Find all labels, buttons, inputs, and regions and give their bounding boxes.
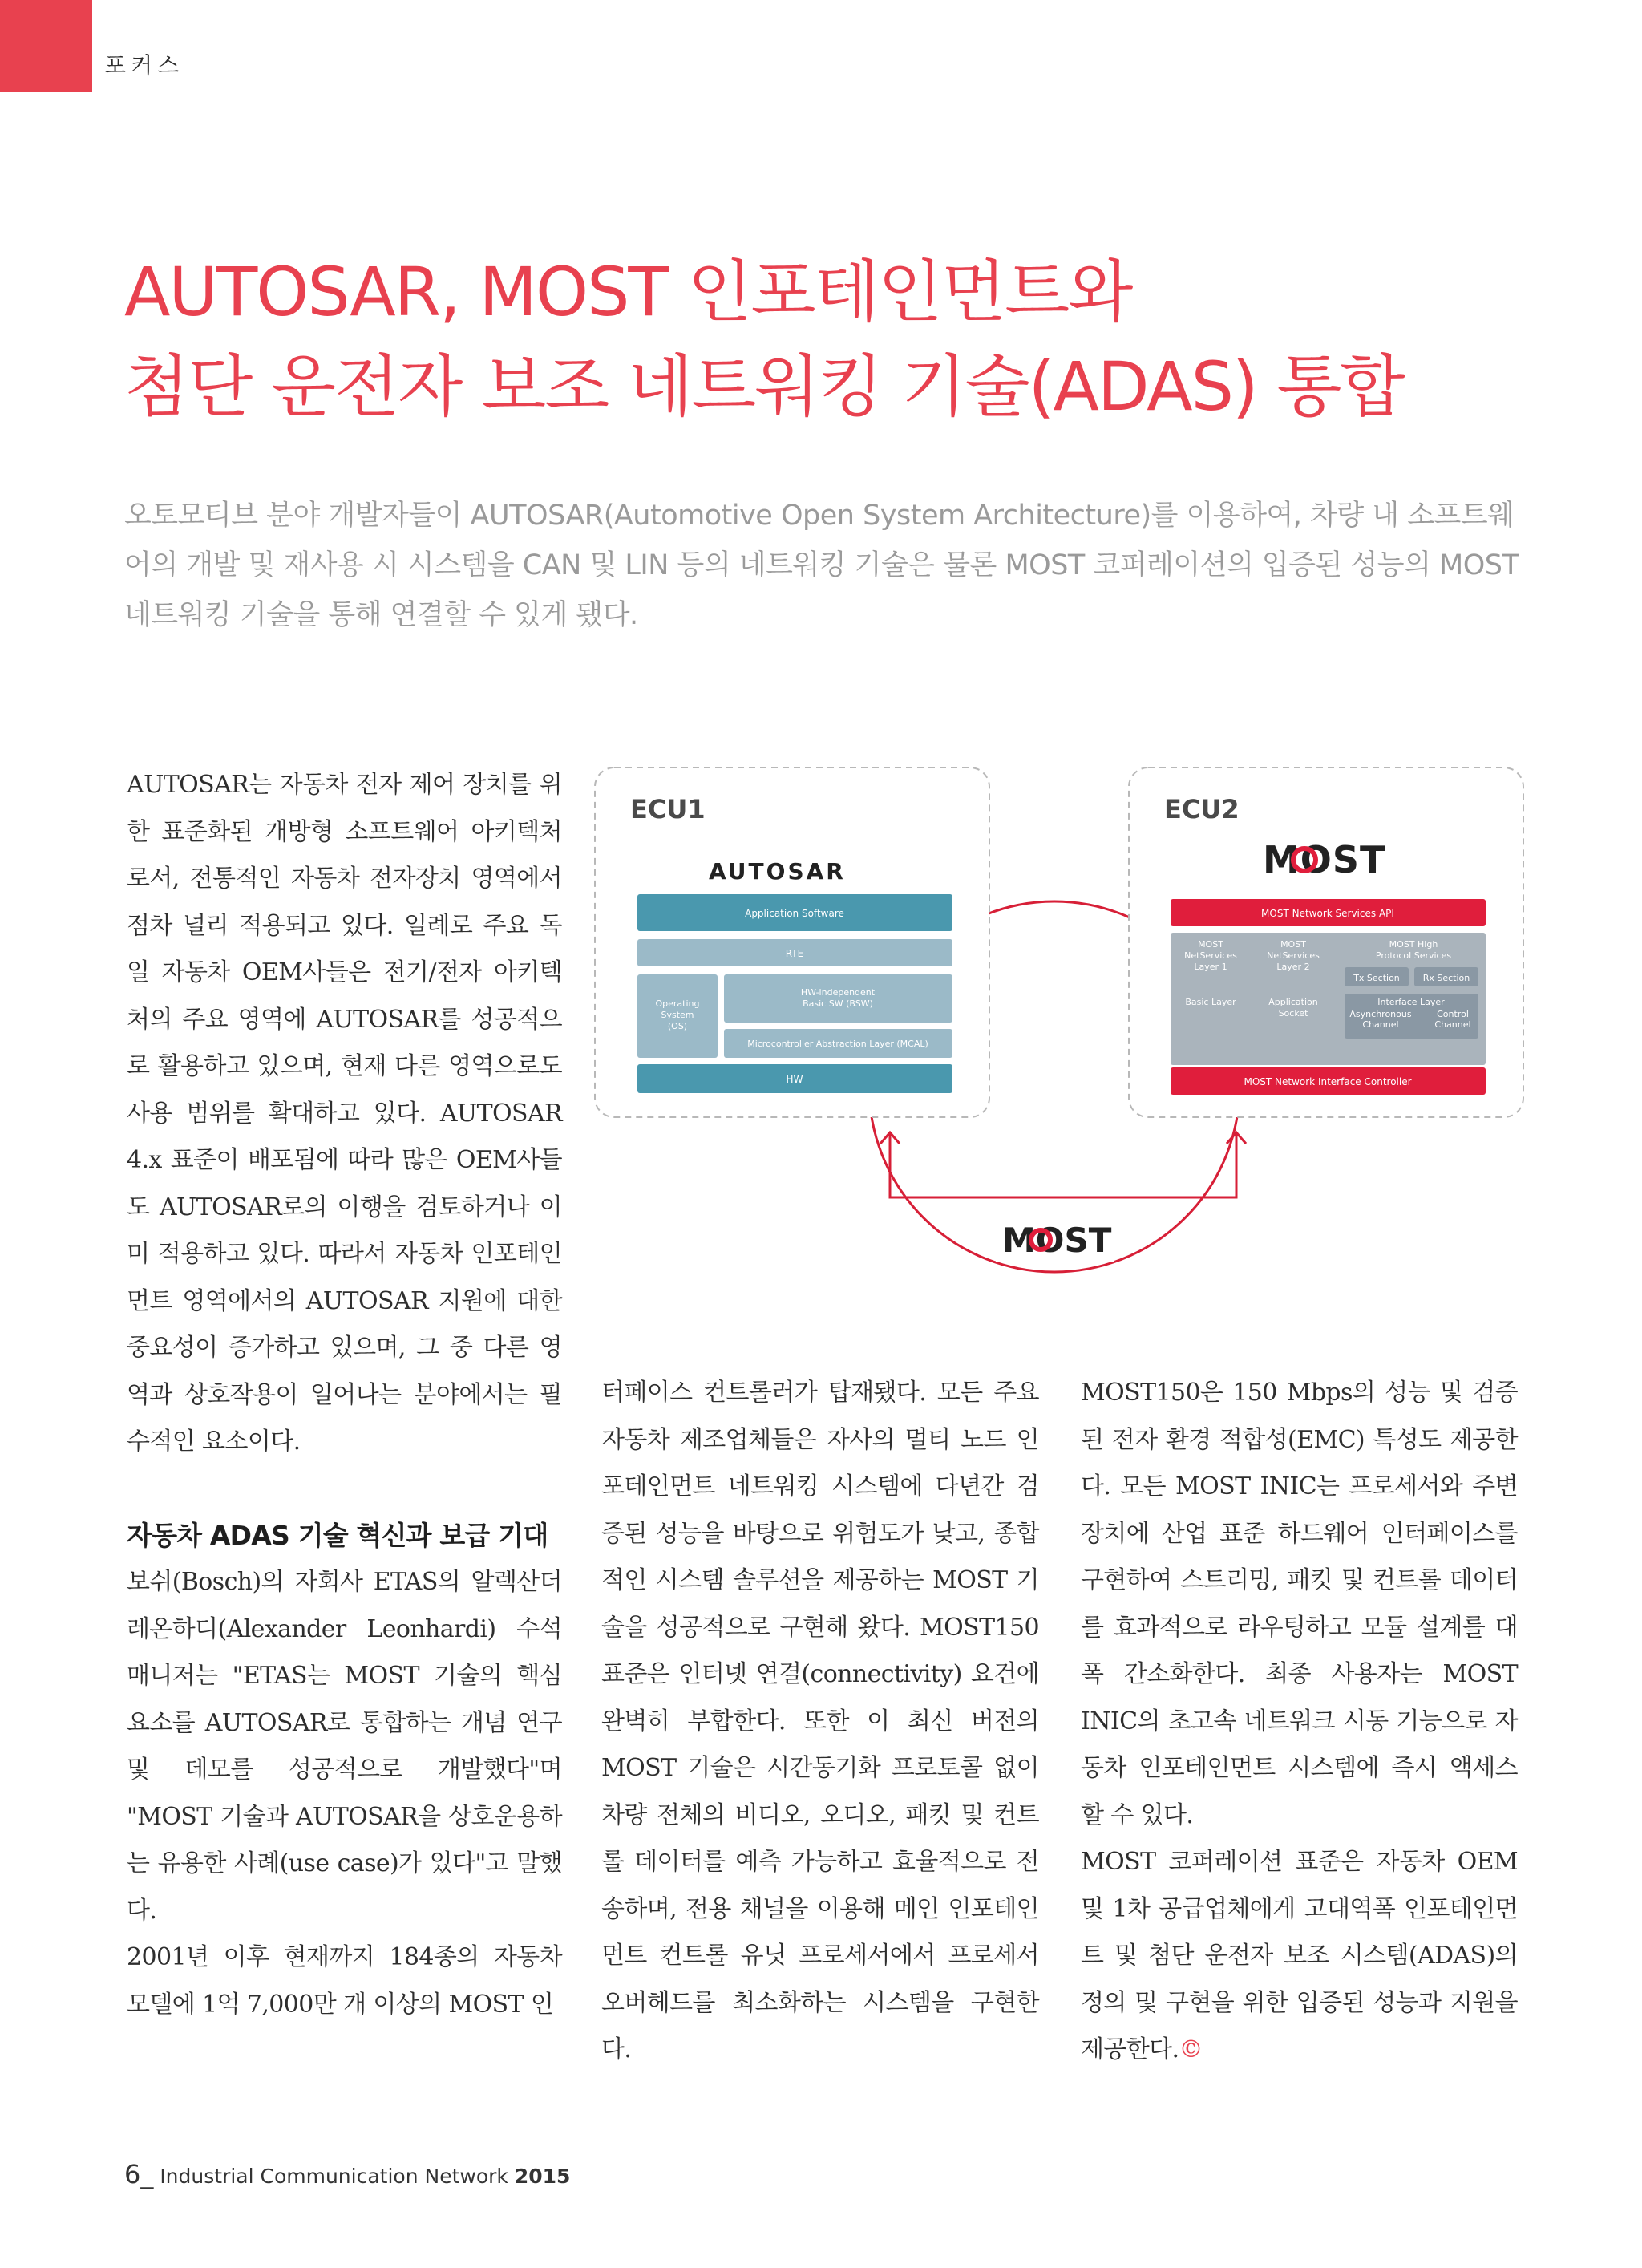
section-subheading: 자동차 ADAS 기술 혁신과 보급 기대 [127, 1519, 548, 1551]
async-channel-line-2: Channel [1362, 1019, 1399, 1030]
connection-path [890, 1132, 1236, 1197]
body-paragraph: AUTOSAR는 자동차 전자 제어 장치를 위한 표준화된 개방형 소프트웨어 아키텍처로서, 전통적인 자동차 전자장치 영역에서 점차 널리 적용되고 있다. 일례로 주요 독일 자동차 OEM사들은 전기/전자 아키텍처의 주요 영역에 AUTOSAR를 성공적으로 활용하고 있으며, 현재 다른 영역으로도 사용 범위를 확대하고 있다. AUTOSAR 4.x 표준이 배포됨에 따라 많은 OEM사들도 AUTOSAR로의 이행을 검토하거나 이미 적용하고 있다. 따라서 자동차 인포테인먼트 영역에서의 AUTOSAR 지원에 대한 중요성이 증가하고 있으며, 그 중 다른 영역과 상호작용이 일어나는 분야에서는 필수적인 요소이다. [127, 771, 562, 1456]
os-label-line-2: System [661, 1010, 694, 1020]
os-label-line-1: Operating [655, 998, 700, 1009]
page-number-separator: _ [140, 2159, 154, 2189]
most-logo-ecu2: MOST [1263, 838, 1386, 881]
most-inic-label: MOST Network Interface Controller [1244, 1076, 1412, 1087]
layer1-line-3: Layer 1 [1194, 962, 1227, 972]
title-line-1: AUTOSAR, MOST 인포테인먼트와 [124, 253, 1132, 331]
closing-text: MOST 코퍼레이션 표준은 자동차 OEM 및 1차 공급업체에게 고대역폭 인포테인먼트 및 첨단 운전자 보조 시스템(ADAS)의 정의 및 구현을 위한 입증된 성능과 지원을 제공한다. [1081, 1848, 1518, 2063]
autosar-logo: AUTOSAR [709, 858, 846, 885]
body-column-2 [601, 1370, 1039, 2074]
diagram-svg [593, 766, 1531, 1275]
publication-name: Industrial Communication Network [160, 2165, 508, 2188]
section-tab-marker [0, 0, 92, 92]
high-protocol-line-2: Protocol Services [1375, 950, 1452, 961]
high-protocol-line-1: MOST High [1389, 939, 1438, 950]
tx-section-label: Tx Section [1353, 973, 1400, 983]
body-column-1 [127, 762, 562, 2028]
async-channel-line-1: Asynchronous [1349, 1009, 1412, 1019]
page-footer [124, 2159, 570, 2189]
hw-label: HW [786, 1074, 803, 1085]
layer1-line-1: MOST [1198, 939, 1223, 950]
ecu2-title: ECU2 [1164, 794, 1240, 824]
application-software-label: Application Software [745, 908, 844, 919]
control-channel-line-2: Channel [1434, 1019, 1471, 1030]
rte-label: RTE [785, 948, 804, 959]
os-label-line-3: (OS) [667, 1021, 688, 1031]
mcal-label: Microcontroller Abstraction Layer (MCAL) [747, 1039, 928, 1049]
body-paragraph: 터페이스 컨트롤러가 탑재됐다. 모든 주요 자동차 제조업체들은 자사의 멀티 노드 인포테인먼트 네트워킹 시스템에 다년간 검증된 성능을 바탕으로 위험도가 낮고, 종합적인 시스템 솔루션을 제공하는 MOST 기술을 성공적으로 구현해 왔다. MOST150 표준은 인터넷 연결(connectivity) 요건에 완벽히 부합한다. 또한 이 최신 버전의 MOST 기술은 시간동기화 프로토콜 없이 차량 전체의 비디오, 오디오, 패킷 및 컨트롤 데이터를 예측 가능하고 효율적으로 전송하며, 전용 채널을 이용해 메인 인포테인먼트 컨트롤 유닛 프로세서에서 프로세서 오버헤드를 최소화하는 시스템을 구현한다. [601, 1379, 1039, 2063]
body-paragraph [1081, 1839, 1518, 2074]
title-line-2: 첨단 운전자 보조 네트워킹 기술(ADAS) 통합 [124, 347, 1404, 426]
page-number: 6 [124, 2159, 141, 2189]
lead-paragraph: 오토모티브 분야 개발자들이 AUTOSAR(Automotive Open System Architecture)를 이용하여, 차량 내 소프트웨어의 개발 및 재사용 시 시스템을 CAN 및 LIN 등의 네트워킹 기술은 물론 MOST 코퍼레이션의 입증된 성능의 MOST 네트워킹 기술을 통해 연결할 수 있게 됐다. [124, 500, 1519, 631]
body-column-3 [1081, 1370, 1518, 2074]
ecu1-title: ECU1 [630, 794, 706, 824]
autosar-most-diagram [593, 766, 1531, 1275]
most-api-label: MOST Network Services API [1261, 908, 1394, 919]
app-socket-line-2: Socket [1278, 1008, 1308, 1019]
app-socket-line-1: Application [1268, 997, 1318, 1007]
body-paragraph: MOST150은 150 Mbps의 성능 및 검증된 전자 환경 적합성(EMC) 특성도 제공한다. 모든 MOST INIC는 프로세서와 주변장치에 산업 표준 하드웨어 인터페이스를 구현하여 스트리밍, 패킷 및 컨트롤 데이터를 효과적으로 라우팅하고 모듈 설계를 대폭 간소화한다. 최종 사용자는 MOST INIC의 초고속 네트워크 시동 기능으로 자동차 인포테인먼트 시스템에 즉시 액세스할 수 있다. [1081, 1379, 1518, 1829]
interface-layer-label: Interface Layer [1377, 997, 1445, 1007]
bsw-label-line-1: HW-independent [800, 987, 876, 998]
control-channel-line-1: Control [1437, 1009, 1469, 1019]
most-logo-bottom: MOST [1002, 1221, 1112, 1260]
end-mark: © [1179, 2035, 1203, 2063]
rx-section-label: Rx Section [1422, 973, 1470, 983]
body-paragraph: 2001년 이후 현재까지 184종의 자동차 모델에 1억 7,000만 개 이상의 MOST 인 [127, 1943, 562, 2019]
layer1-line-2: NetServices [1184, 950, 1237, 961]
basic-layer-label: Basic Layer [1185, 997, 1236, 1007]
layer2-line-3: Layer 2 [1276, 962, 1310, 972]
section-label: 포커스 [104, 52, 184, 79]
publication-year: 2015 [514, 2165, 571, 2188]
body-paragraph: 보쉬(Bosch)의 자회사 ETAS의 알렉산더 레온하디(Alexander Leonhardi) 수석 매니저는 "ETAS는 MOST 기술의 핵심 요소를 AUTOSAR로 통합하는 개념 연구 및 데모를 성공적으로 개발했다"며 "MOST 기술과 AUTOSAR을 상호운용하는 유용한 사례(use case)가 있다"고 말했다. [127, 1568, 562, 1925]
article-title [124, 245, 1567, 434]
bsw-label-line-2: Basic SW (BSW) [803, 998, 873, 1009]
layer2-line-2: NetServices [1267, 950, 1320, 961]
layer2-line-1: MOST [1280, 939, 1306, 950]
